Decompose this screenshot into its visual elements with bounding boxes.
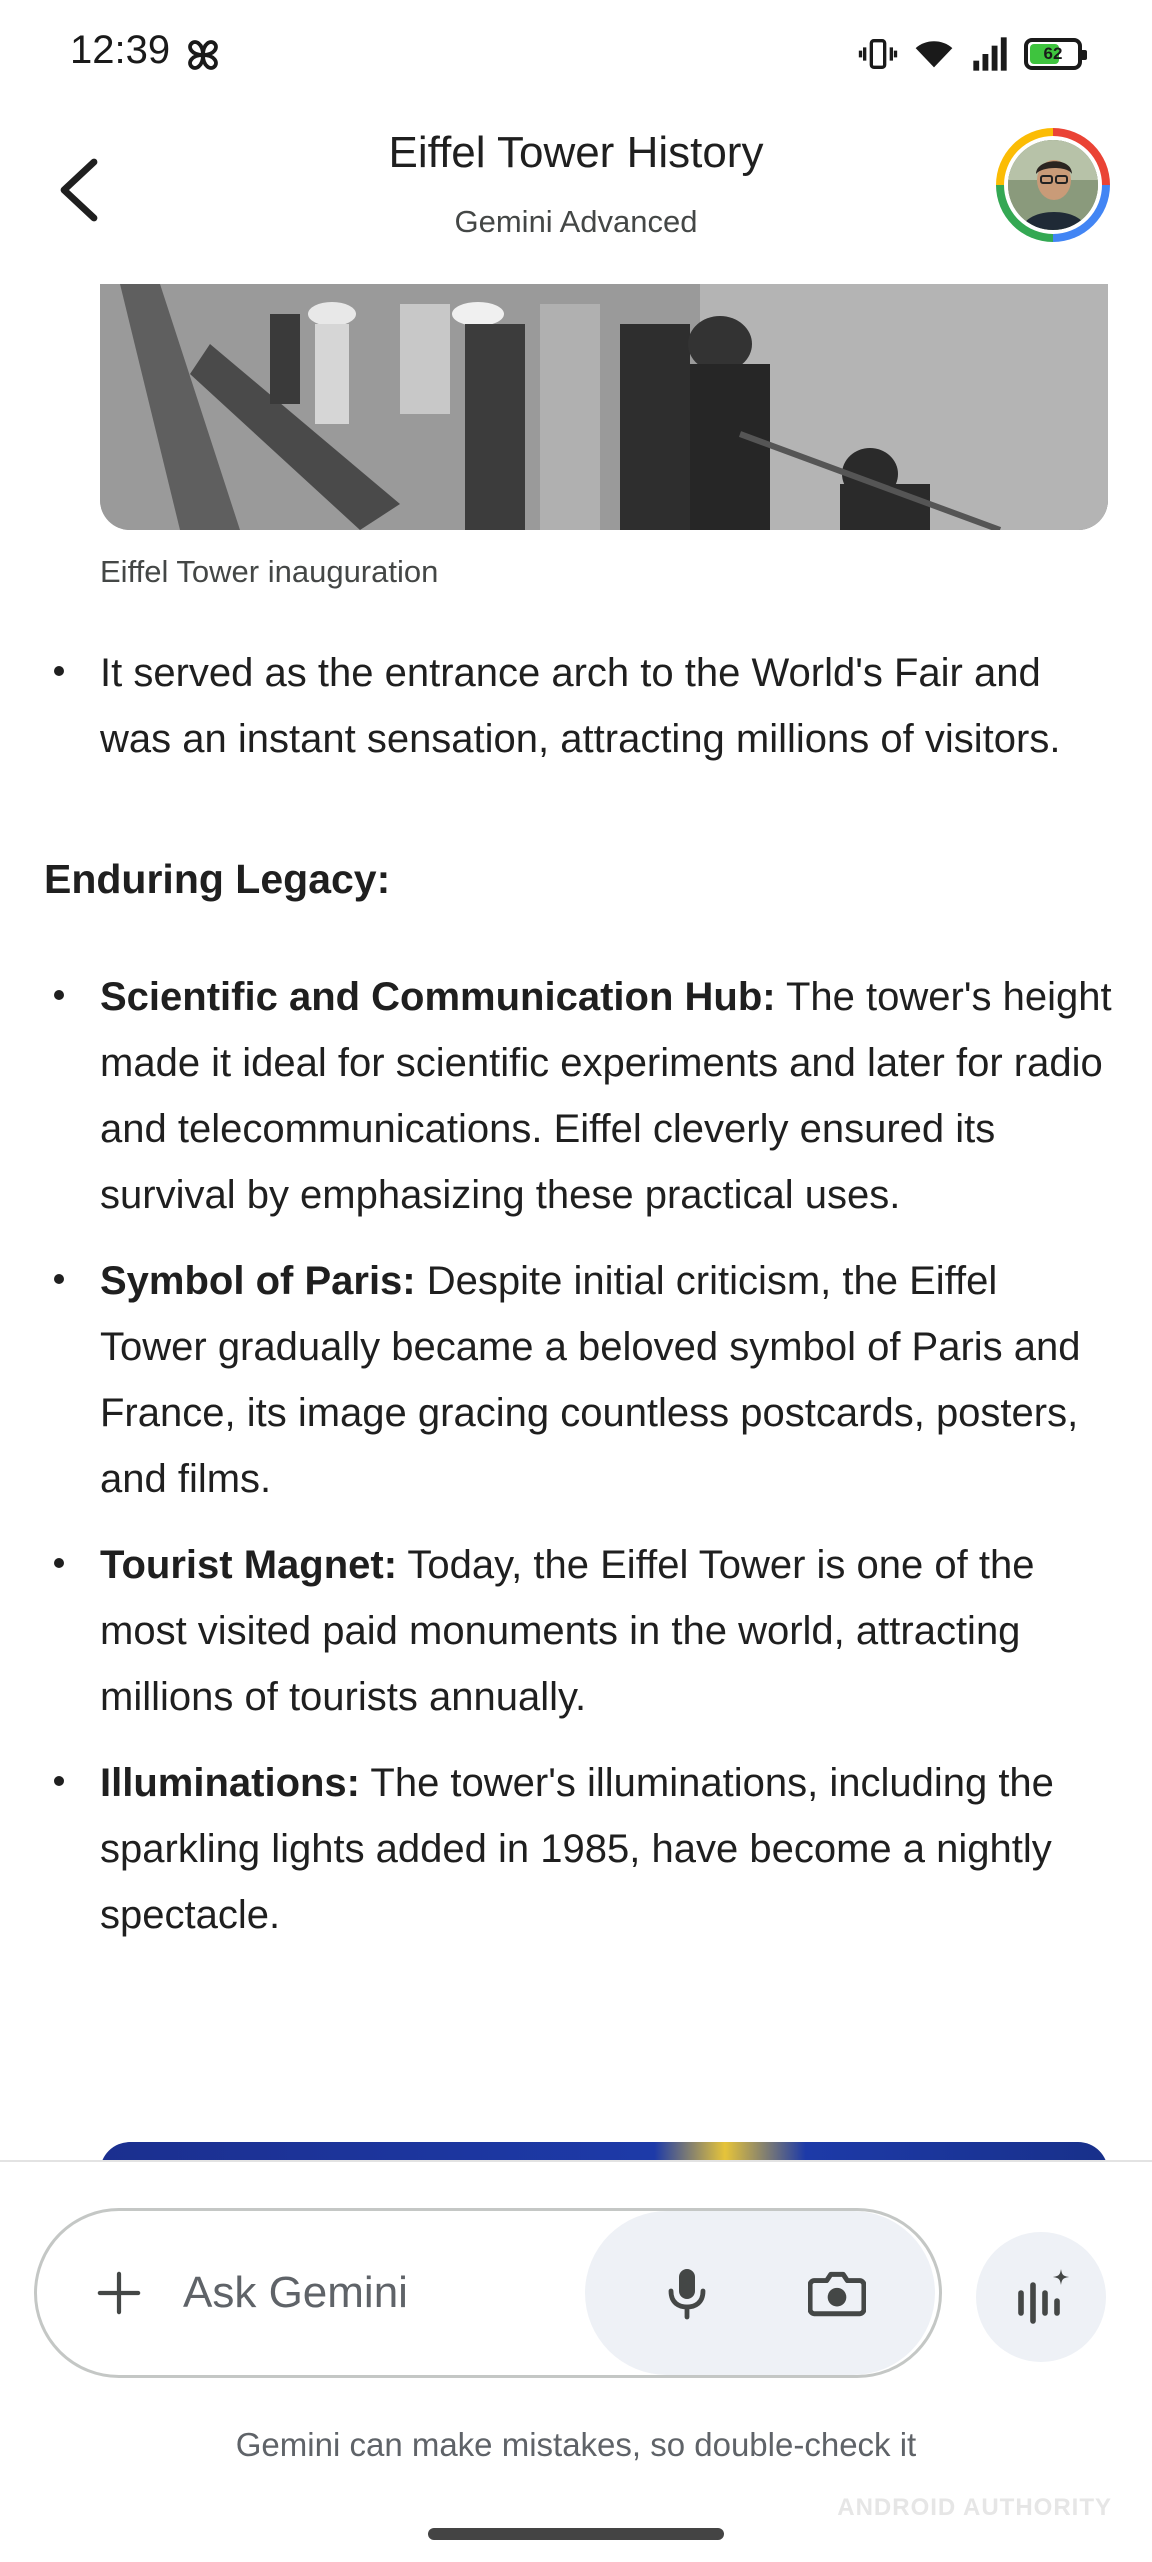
list-item [44, 1750, 1114, 1948]
section-heading: Enduring Legacy: [44, 856, 391, 902]
microphone-button[interactable] [647, 2253, 727, 2333]
status-icons [858, 30, 1082, 78]
microphone-icon [662, 2265, 712, 2321]
bullet-dot [54, 1274, 64, 1284]
bullet-dot [54, 666, 64, 676]
list-item [44, 964, 1114, 1228]
disclaimer-text: Gemini can make mistakes, so double-check it [235, 2426, 917, 2463]
model-subtitle: Gemini Advanced [454, 204, 698, 239]
intro-list [44, 640, 1114, 792]
battery-icon [1024, 38, 1082, 70]
inauguration-photo[interactable] [100, 284, 1108, 530]
list-item [44, 640, 1114, 772]
list-item-text: Despite initial criticism, the Eiffel Tower gradually became a beloved symbol of Paris and France, its image gracing countless postcards, posters, and films. [100, 1259, 1081, 1501]
list-item-text: It served as the entrance arch to the World's Fair and was an instant sensation, attracting millions of visitors. [100, 651, 1061, 761]
status-bar [0, 0, 1152, 108]
chat-title[interactable]: Eiffel Tower History [388, 128, 764, 177]
list-item-title: Tourist Magnet: [100, 1543, 398, 1587]
avatar [1004, 136, 1102, 234]
plus-icon [96, 2270, 142, 2316]
camera-button[interactable] [797, 2253, 877, 2333]
bullet-dot [54, 1776, 64, 1786]
list-item-title: Scientific and Communication Hub: [100, 975, 776, 1019]
image-caption: Eiffel Tower inauguration [100, 554, 439, 589]
list-item [44, 1532, 1114, 1730]
watermark-logo: ANDROID AUTHORITY [837, 2494, 1112, 2521]
list-item-text: The tower's illuminations, including the sparkling lights added in 1985, have become a nightly spectacle. [100, 1761, 1054, 1937]
pinwheel-icon [180, 32, 226, 78]
list-item-text: The tower's height made it ideal for scientific experiments and later for radio and telecommunications. Eiffel cleverly ensured its survival by emphasizing these practical uses. [100, 975, 1112, 1217]
next-image-card[interactable] [100, 2142, 1108, 2160]
home-indicator[interactable] [428, 2528, 724, 2540]
composer-pill [34, 2208, 942, 2378]
composer-area [0, 2160, 1152, 2562]
bullet-dot [54, 1558, 64, 1568]
vibrate-icon [858, 34, 898, 74]
list-item-text: Today, the Eiffel Tower is one of the most visited paid monuments in the world, attracting millions of tourists annually. [100, 1543, 1035, 1719]
bullet-dot [54, 990, 64, 1000]
live-waveform-sparkle-icon [1009, 2265, 1073, 2329]
status-time: 12:39 [70, 28, 171, 72]
list-item-title: Symbol of Paris: [100, 1259, 416, 1303]
gemini-live-button[interactable] [976, 2232, 1106, 2362]
chat-response [0, 284, 1152, 2160]
add-attachment-button[interactable] [87, 2261, 151, 2325]
input-tools-pill [585, 2211, 935, 2375]
battery-percent: 62 [1043, 44, 1063, 63]
avatar-photo [1008, 140, 1098, 230]
legacy-list [44, 964, 1114, 1968]
wifi-icon [912, 34, 956, 74]
ask-gemini-input[interactable] [183, 2261, 563, 2325]
historic-photo-image [100, 284, 1108, 530]
profile-avatar-button[interactable] [996, 128, 1110, 242]
list-item [44, 1248, 1114, 1512]
list-item-title: Illuminations: [100, 1761, 360, 1805]
signal-icon [970, 34, 1010, 74]
camera-icon [808, 2267, 866, 2319]
top-app-bar [0, 108, 1152, 284]
